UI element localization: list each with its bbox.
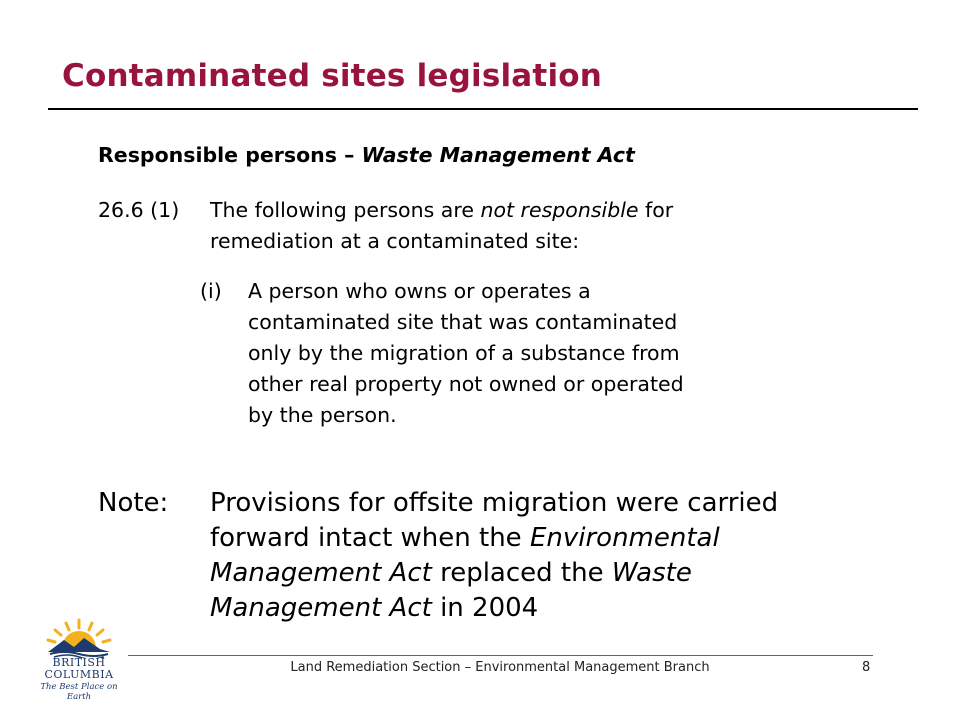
subheading-act: Waste Management Act [361,143,635,167]
slide-title: Contaminated sites legislation [62,58,603,94]
subclause-line: only by the migration of a substance from [248,341,680,365]
logo-tagline: The Best Place on Earth [40,682,118,702]
section-subheading [98,143,635,167]
subheading-prefix: Responsible persons – [98,143,362,167]
clause-26-6 [98,195,838,257]
subclause-number: (i) [200,279,222,303]
emphasis-not-responsible: not responsible [480,198,639,222]
logo-line-british: BRITISH [52,656,106,669]
bc-sun-mountain-icon [44,616,114,658]
note-block [98,486,878,626]
logo-line-columbia: COLUMBIA [44,668,114,681]
note-line: Provisions for offsite migration were carried [210,488,779,518]
note-body [210,486,878,626]
page-number: 8 [862,660,871,675]
footer-text: Land Remediation Section – Environmental Management Branch [290,660,710,675]
subclause-line: other real property not owned or operated [248,372,684,396]
subclause-line: by the person. [248,403,397,427]
clause-line: remediation at a contaminated site: [210,229,580,253]
clause-body [210,195,838,257]
subclause-body [248,276,830,431]
note-label: Note: [98,488,169,518]
clause-number: 26.6 (1) [98,198,180,222]
clause-line: The following persons are not responsible for [210,198,674,222]
footer-divider [128,655,873,656]
note-line: Management Act replaced the Waste [210,558,692,588]
note-line: forward intact when the Environmental [210,523,720,553]
subclause-i [200,276,830,431]
subclause-line: contaminated site that was contaminated [248,310,678,334]
note-line: Management Act in 2004 [210,593,539,623]
subclause-line: A person who owns or operates a [248,279,591,303]
title-divider [48,108,918,110]
bc-logo [30,616,128,702]
